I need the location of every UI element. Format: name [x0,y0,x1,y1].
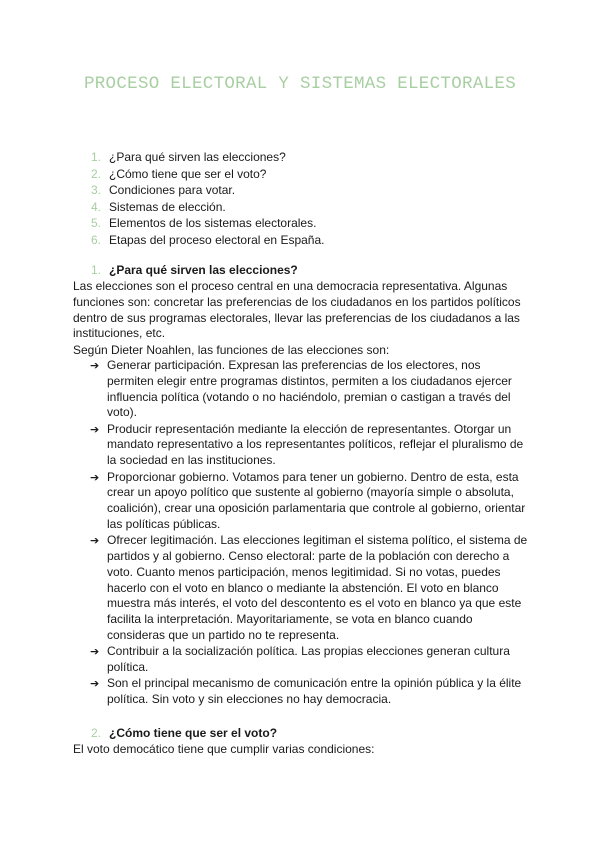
arrow-bullet-icon: ➔ [90,359,100,372]
list-item: ➔ Ofrecer legitimación. Las elecciones legitiman el sistema político, el sistema de partidos y al gobierno. Censo electoral: parte de la población con derecho a voto. Cuanto menos participación, menos legitimidad. Si no votas, puedes hacerlo con el voto en blanco o mediante la abstención. El voto en blanco muestra más interés, el voto del descontento es el voto en blanco ya que este facilita la interpretación. Mayoritariamente, se vota en blanco cuando consideras que un partido no te representa. [90,533,528,643]
section-1-intro: Según Dieter Noahlen, las funciones de las elecciones son: [73,343,390,357]
toc-item: 3. Condiciones para votar. [91,183,236,197]
list-item: ➔ Producir representación mediante la elección de representantes. Otorgar un mandato representativo a los representantes políticos, reflejar el pluralismo de la sociedad en las instituciones. [90,421,524,468]
list-item: ➔ Generar participación. Expresan las preferencias de los electores, nos permiten elegir entre programas distintos, permiten a los ciudadanos ejercer influencia política (votando o no haciéndolo, premian o castigan a través del voto). [90,358,512,420]
arrow-bullet-icon: ➔ [90,422,100,436]
list-item: ➔ Proporcionar gobierno. Votamos para tener un gobierno. Dentro de esta, esta crear un apoyo político que sustente al gobierno (mayoría simple o absoluta, coalición), crear una oposición parlamentaria que controle al gobierno, orientar las políticas públicas. [90,469,526,531]
document-title: PROCESO ELECTORAL Y SISTEMAS ELECTORALES [83,74,517,94]
functions-list [90,358,530,709]
list-item: ➔ Son el principal mecanismo de comunicación entre la opinión pública y la élite política. Sin voto y sin elecciones no hay democracia. [90,676,522,707]
section-2-paragraph: El voto democático tiene que cumplir varias condiciones: [73,742,375,756]
arrow-bullet-icon: ➔ [90,677,100,691]
toc-item: 4. Sistemas de elección. [91,199,226,214]
toc-item: 1. ¿Para qué sirven las elecciones? [91,150,286,164]
arrow-bullet-icon: ➔ [90,645,100,659]
section-1-paragraph: Las elecciones son el proceso central en una democracia representativa. Algunas funciones son: concretar las preferencias de los ciudadanos en los partidos políticos dentro de sus programas electorales, llevar las preferencias de los ciudadanos a las instituciones, etc. [73,279,521,341]
list-item: ➔ Contribuir a la socialización política. Las propias elecciones generan cultura política. [90,644,510,675]
arrow-bullet-icon: ➔ [90,534,100,548]
toc-item: 2. ¿Cómo tiene que ser el voto? [91,166,267,181]
toc-item: 5. Elementos de los sistemas electorales. [91,216,317,230]
table-of-contents [91,150,324,249]
section-2-heading: 2. ¿Cómo tiene que ser el voto? [91,726,278,740]
toc-item: 6. Etapas del proceso electoral en España. [91,232,325,247]
arrow-bullet-icon: ➔ [90,470,100,484]
section-1-heading: 1. ¿Para qué sirven las elecciones? [91,263,298,277]
